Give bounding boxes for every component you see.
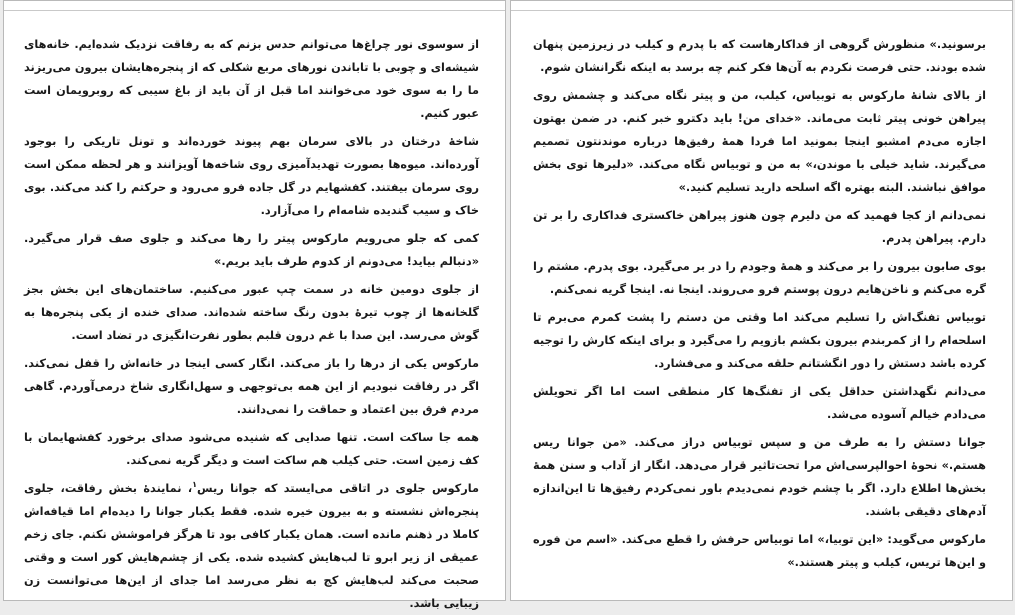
paragraph: نمی‌دانم از کجا فهمید که من دلیرم چون هنوز پیراهن خاکستری فداکاری را بر تن دارم. پیراهن پدرم. (533, 209, 986, 245)
paragraph: از جلوی دومین خانه در سمت چپ عبور می‌کنیم. ساختمان‌های این بخش بجز گلخانه‌ها از چوب تیرهٔ بدون رنگ ساخته شده‌اند. صدای خنده از یکی پنجره‌ها به گوش می‌رسد. این صدا با غم درون قلبم بطور نفرت‌انگیزی در تضاد است. (24, 283, 479, 342)
paragraph: از بالای شانهٔ مارکوس به توبیاس، کیلب، من و پیتر نگاه می‌کند و چشمش روی پیراهن خونی پیتر ثابت می‌ماند. «خدای من! باید دکترو خبر کنم. در ضمن بهتون اجازه می‌دم امشبو اینجا بمونید اما فردا همهٔ رفیق‌ها درباره موندنتون تصمیم می‌گیرند. شاید خیلی با موندن،» به من و توبیاس نگاه می‌کند. «دلیرها توی بخش موافق نباشند. البته بهتره اگه اسلحه دارید تسلیم کنید.» (533, 89, 986, 194)
page-top-border (511, 10, 1012, 11)
paragraph: کمی که جلو می‌رویم مارکوس پیتر را رها می‌کند و جلوی صف قرار می‌گیرد. «دنبالم بیاید! می‌دونم از کدوم طرف باید بریم.» (24, 232, 479, 268)
paragraph-text: مارکوس جلوی در اتاقی می‌ایستد که جوانا ریس$^۱$، نمایندهٔ بخش رفاقت، جلوی پنجره‌اش نشسته و به بیرون خیره شده. فقط یکبار جوانا را دیده‌ام اما قیافه‌اش کاملا در ذهنم مانده است. همان یکبار کافی بود تا هرگز فراموشش نکنم. جای زخم عمیقی از زیر ابرو تا لب‌هایش کشیده شده. یکی از چشم‌هایش کور است و وقتی صحبت می‌کند لب‌هایش کج به نظر می‌رسد اما جدای از این‌ها می‌توانست زن زیبایی باشد. (24, 480, 479, 610)
paragraph: توبیاس تفنگ‌اش را تسلیم می‌کند اما وقتی من دستم را پشت کمرم می‌برم تا اسلحه‌ام را از کمربندم بیرون بکشم بازویم را می‌گیرد و برای اینکه کارش را توجیه کرده باشد دستش را دور انگشتانم حلقه می‌کند و می‌فشارد. (533, 311, 986, 370)
paragraph: شاخهٔ درختان در بالای سرمان بهم پیوند خورده‌اند و تونل تاریکی را بوجود آورده‌اند. میوه‌ها بصورت تهدیدآمیزی روی شاخه‌ها آویزانند و هر لحظه ممکن است روی سرمان بیفتند. کفشهایم در گل جاده فرو می‌رود و حرکتم را کند می‌کند. بوی خاک و سیب گندیده شامه‌ام را می‌آزارد. (24, 135, 479, 217)
paragraph: از سوسوی نور چراغ‌ها می‌توانم حدس بزنم که به رفاقت نزدیک شده‌ایم. خانه‌های شیشه‌ای و چوبی با تاباندن نورهای مربع شکلی که از پنجره‌هایشان بیرون می‌ریزند ما را به سوی خود می‌خوانند اما قبل از آن باید از باغ سیبی که روبرویمان است عبور کنیم. (24, 38, 479, 120)
right-page (510, 0, 1013, 601)
footnote-mark: ۱ (192, 480, 198, 490)
paragraph: بوی صابون بیرون را بر می‌کند و همهٔ وجودم را در بر می‌گیرد. بوی پدرم. مشتم را گره می‌کنم و ناخن‌هایم درون پوستم فرو می‌روند. اینجا نه. اینجا گریه نمی‌کنم. (533, 260, 986, 296)
paragraph: برسونید.» منظورش گروهی از فداکارهاست که با پدرم و کیلب در زیرزمین پنهان شده بودند. حتی فرصت نکردم به آن‌ها فکر کنم چه برسد به اینکه نگرانشان شوم. (533, 38, 986, 74)
paragraph: مارکوس می‌گوید: «این توبیا،» اما توبیاس حرفش را قطع می‌کند. «اسم من فوره و این‌ها تریس، کیلب و پیتر هستند.» (533, 533, 986, 569)
left-page (3, 0, 506, 610)
paragraph: همه جا ساکت است. تنها صدایی که شنیده می‌شود صدای برخورد کفشهایمان با کف زمین است. حتی کیلب هم ساکت است و دیگر گریه نمی‌کند. (24, 431, 479, 467)
page-top-border (4, 10, 505, 11)
paragraph: مارکوس یکی از درها را باز می‌کند. انگار کسی اینجا در خانه‌اش را قفل نمی‌کند. اگر در رفاقت نبودیم از این همه بی‌توجهی و سهل‌انگاری شاخ درمی‌آوردم. گاهی مردم فرق بین اعتماد و حماقت را نمی‌دانند. (24, 357, 479, 416)
paragraph: جوانا دستش را به طرف من و سپس توبیاس دراز می‌کند. «من جوانا ریس هستم.» نحوهٔ احوالپرسی‌اش مرا تحت‌تاثیر قرار می‌دهد. انگار از آداب و سنن همهٔ بخش‌ها اطلاع دارد. اگر با چشم خودم نمی‌دیدم باور نمی‌کردم رفیق‌ها تا این‌اندازه آدم‌های دقیقی باشند. (533, 436, 986, 518)
paragraph (24, 477, 479, 615)
paragraph: می‌دانم نگهداشتن حداقل یکی از تفنگ‌ها کار منطقی است اما اگر تحویلش می‌دادم خیالم آسوده می‌شد. (533, 385, 986, 421)
